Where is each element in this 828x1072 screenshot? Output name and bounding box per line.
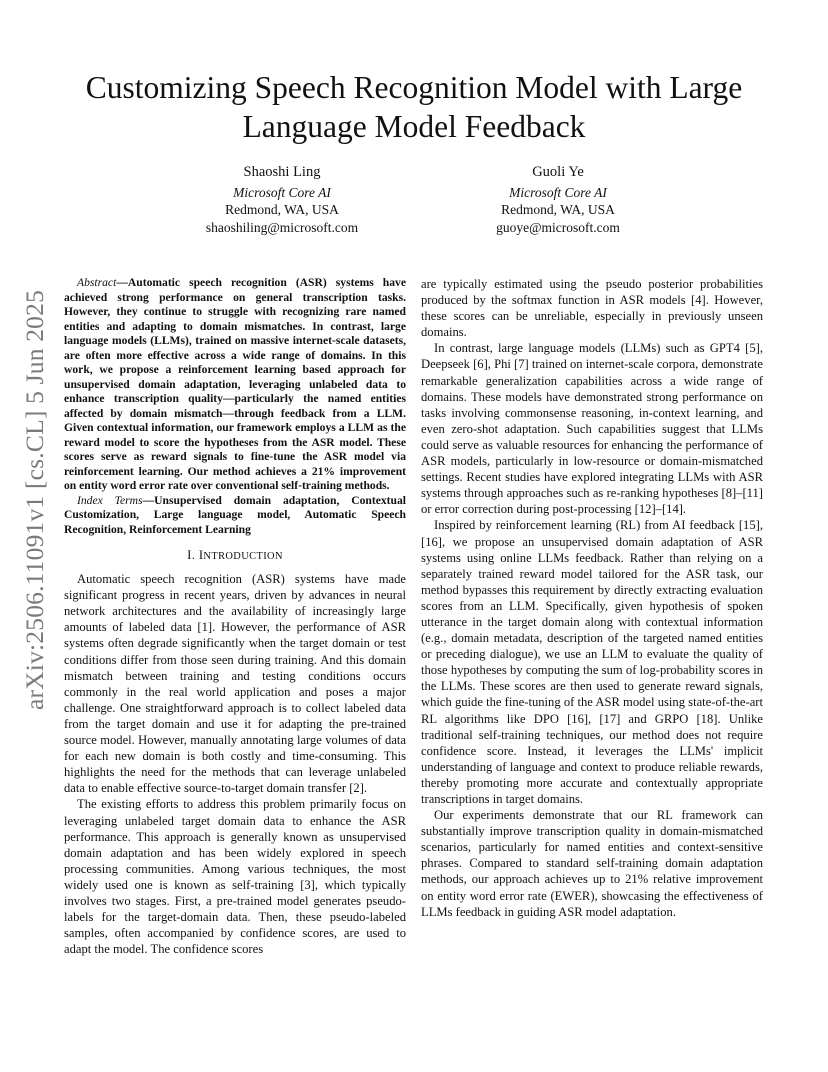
paragraph: Automatic speech recognition (ASR) systems have made significant progress in recent years, driven by advances in neural network architectures and the availability of increasingly large amounts of labeled data [1]. However, the performance of ASR systems often degrade significantly when the target domain or test conditions differ from those seen during training. And this domain mismatch between training and testing conditions occurs commonly in the real world application and poses a major challenge. One straightforward approach is to collect labeled data from the target domain and use it for adapting the pre-trained source model. However, manually annotating large volumes of data for each new domain is both costly and time-consuming. This highlights the need for the methods that can leverage unlabeled data to enable effective source-to-target domain transfer [2]. — [64, 572, 406, 796]
abstract-text: —Automatic speech recognition (ASR) systems have achieved strong performance on general transcription tasks. However, they continue to struggle with recognizing rare named entities and adapting to domain mismatches. In contrast, large language models (LLMs), trained on massive internet-scale datasets, are often more effective across a wide range of domains. In this work, we propose a reinforcement learning based approach for unsupervised domain adaptation, leveraging unlabeled data to enhance transcription quality—particularly the named entities affected by domain mismatch—through feedback from a LLM. Given contextual information, our framework employs a LLM as the reward model to score the hypotheses from the ASR model. These scores serve as reward signals to fine-tune the ASR model via reinforcement learning. Our method achieves a 21% improvement on entity word error rate over conventional self-training methods. — [64, 276, 406, 492]
paragraph: Our experiments demonstrate that our RL framework can substantially improve transcription quality in domain-mismatched scenarios, particularly for named entities and context-sensitive phrases. Compared to standard self-training domain adaptation methods, our approach achieves up to 21% relative improvement on entity word error rate (EWER), showcasing the effectiveness of LLMs feedback in guiding ASR model adaptation. — [421, 808, 763, 919]
left-column — [64, 276, 406, 957]
arxiv-identifier: arXiv:2506.11091v1 [cs.CL] 5 Jun 2025 — [20, 289, 49, 711]
author-affiliation: Microsoft Core AI — [509, 184, 607, 200]
index-terms-text: —Unsupervised domain adaptation, Contextual Customization, Large language model, Automatic Speech Recognition, Reinforcement Learning — [64, 493, 406, 536]
section-numeral: I. I — [187, 548, 204, 562]
author-location: Redmond, WA, USA — [225, 202, 339, 217]
index-terms-lead: Index Terms — [77, 493, 143, 507]
author-1 — [132, 164, 432, 236]
author-name: Guoli Ye — [532, 164, 584, 180]
index-terms — [64, 494, 406, 538]
section-heading-rest: NTRODUCTION — [203, 551, 283, 562]
title-line-1: Customizing Speech Recognition Model with Large — [85, 70, 743, 105]
paragraph: The existing efforts to address this problem primarily focus on leveraging unlabeled target domain data to enhance the ASR performance. This approach is generally known as unsupervised domain adaptation and has been widely explored in speech processing communities. Among various techniques, the most widely used one is known as self-training [3], which typically involves two stages. First, a pre-trained model generates pseudo-labels for the target-domain data. Then, these pseudo-labeled samples, often accompanied by confidence scores, are used to adapt the model. The confidence scores — [64, 797, 406, 957]
section-heading — [64, 547, 406, 565]
paragraph: In contrast, large language models (LLMs) such as GPT4 [5], Deepseek [6], Phi [7] trained on internet-scale corpora, demonstrate remarkable generalization capabilities across a wide range of domains. These models have demonstrated strong performance on tasks involving commonsense reasoning, in-context learning, and even zero-shot adaptation. Such capabilities suggest that LLMs could serve as valuable resources for enhancing the performance of ASR models, particularly in low-resource or domain-mismatched settings. Recent studies have explored integrating LLMs with ASR systems through approaches such as re-ranking hypotheses [8]–[11] or error correction during post-processing [12]–[14]. — [421, 341, 763, 517]
paper-title — [0, 68, 828, 146]
arxiv-side-stamp — [14, 289, 56, 711]
author-name: Shaoshi Ling — [243, 164, 321, 180]
abstract — [64, 276, 406, 494]
right-column — [421, 276, 763, 920]
author-2 — [408, 164, 708, 236]
author-location: Redmond, WA, USA — [501, 202, 615, 217]
title-line-2: Language Model Feedback — [242, 109, 586, 144]
author-email: shaoshiling@microsoft.com — [205, 219, 359, 235]
abstract-lead: Abstract — [77, 276, 117, 289]
author-affiliation: Microsoft Core AI — [233, 184, 331, 200]
paragraph: Inspired by reinforcement learning (RL) from AI feedback [15], [16], we propose an unsupervised domain adaptation of ASR systems using online LLMs feedback. Rather than relying on a separately trained reward model tailored for the ASR task, our method bypasses this requirement by directly extracting evaluation scores from an LLM. Specifically, given hypothesis of spoken utterance in the target domain along with contextual information (e.g., domain metadata, description of the targeted named entities or preceding dialogue), we use an LLM to evaluate the quality of those hypotheses by computing the sum of log-probability scores in the LLMs. These scores are then used to generate reward signals, which guide the fine-tuning of the ASR model using state-of-the-art RL algorithms like DPO [16], [17] and GRPO [18]. Unlike traditional self-training techniques, our method does not require confidence score. Instead, it leverages the LLMs' implicit understanding of language and context to produce reliable rewards, thereby promoting more accurate and contextually appropriate transcriptions in target domains. — [421, 518, 763, 806]
author-email: guoye@microsoft.com — [496, 219, 620, 235]
paragraph: are typically estimated using the pseudo posterior probabilities produced by the softmax function in ASR models [4]. However, these scores can be unreliable, especially in previously unseen domains. — [421, 277, 763, 340]
